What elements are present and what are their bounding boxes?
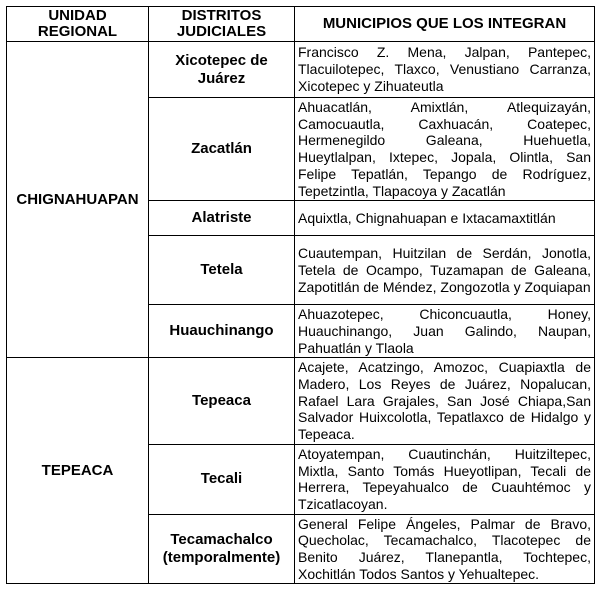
- district-alatriste: Alatriste: [149, 201, 295, 236]
- table-header-row: [7, 7, 595, 42]
- municipios-xicotepec: Francisco Z. Mena, Jalpan, Pantepec, Tlacuilotepec, Tlaxco, Venustiano Carranza, Xicotepec y Zihuateutla: [295, 42, 595, 98]
- municipios-tecali: Atoyatempan, Cuautinchán, Huitziltepec, Mixtla, Santo Tomás Hueyotlipan, Tecali de Herrera, Tepeyahualco de Cuauhtémoc y Tzicatlacoyan.: [295, 444, 595, 514]
- district-zacatlan: Zacatlán: [149, 98, 295, 201]
- district-tepeaca: Tepeaca: [149, 358, 295, 445]
- municipios-alatriste: Aquixtla, Chignahuapan e Ixtacamaxtitlán: [295, 201, 595, 236]
- municipios-zacatlan: Ahuacatlán, Amixtlán, Atlequizayán, Camocuautla, Caxhuacán, Coatepec, Hermenegildo Galeana, Huehuetla, Hueytlalpan, Ixtepec, Jopala, Olintla, San Felipe Tepatlán, Tepango de Rodríguez, Tepetzintla, Tlapacoya y Zacatlán: [295, 98, 595, 201]
- municipios-huauchinango: Ahuazotepec, Chiconcuautla, Honey, Huauchinango, Juan Galindo, Naupan, Pahuatlán y Tlaola: [295, 305, 595, 358]
- header-distritos-judiciales: DISTRITOS JUDICIALES: [149, 7, 295, 42]
- region-tepeaca: TEPEACA: [7, 358, 149, 584]
- table-row: [7, 42, 595, 98]
- header-municipios: MUNICIPIOS QUE LOS INTEGRAN: [295, 7, 595, 42]
- judicial-districts-table: [6, 6, 595, 584]
- municipios-tecamachalco: General Felipe Ángeles, Palmar de Bravo, Quecholac, Tecamachalco, Tlacotepec de Benito Juárez, Tlanepantla, Tochtepec, Xochitlán Todos Santos y Yehualtepec.: [295, 514, 595, 584]
- municipios-tepeaca: Acajete, Acatzingo, Amozoc, Cuapiaxtla de Madero, Los Reyes de Juárez, Nopalucan, Rafael Lara Grajales, San José Chiapa,San Salvador Huixcolotla, Tepatlaxco de Hidalgo y Tepeaca.: [295, 358, 595, 445]
- table-row: [7, 358, 595, 445]
- district-tetela: Tetela: [149, 236, 295, 305]
- district-huauchinango: Huauchinango: [149, 305, 295, 358]
- district-tecali: Tecali: [149, 444, 295, 514]
- header-unidad-regional: UNIDAD REGIONAL: [7, 7, 149, 42]
- municipios-tetela: Cuautempan, Huitzilan de Serdán, Jonotla, Tetela de Ocampo, Tuzamapan de Galeana, Zapotitlán de Méndez, Zongozotla y Zoquiapan: [295, 236, 595, 305]
- district-xicotepec: Xicotepec de Juárez: [149, 42, 295, 98]
- region-chignahuapan: CHIGNAHUAPAN: [7, 42, 149, 358]
- district-tecamachalco: Tecamachalco (temporalmente): [149, 514, 295, 584]
